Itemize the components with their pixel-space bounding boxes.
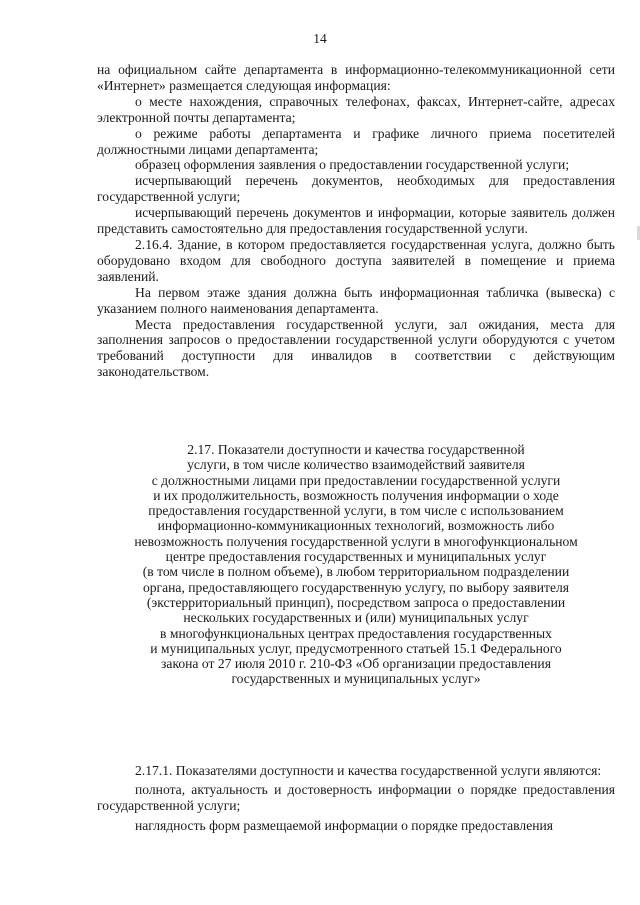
heading-line: информационно-коммуникационных технологий, возможность либо (157, 518, 555, 534)
heading-line: и их продолжительность, возможность получения информации о ходе (153, 487, 559, 503)
paragraph: о режиме работы департамента и графике личного приема посетителей должностными лицами департамента; (97, 125, 615, 157)
heading-line: органа, предоставляющего государственную услугу, по выбору заявителя (142, 579, 570, 595)
heading-line: центре предоставления государственных и муниципальных услуг (165, 549, 547, 565)
heading-line: предоставления государственной услуги, в том числе с использованием (148, 503, 564, 519)
body-text-top (97, 62, 615, 380)
heading-line: нескольких государственных и (или) муниципальных услуг (183, 610, 529, 626)
paragraph: образец оформления заявления о предоставлении государственной услуги; (135, 157, 570, 173)
heading-line: государственных и муниципальных услуг» (231, 671, 481, 687)
paragraph: полнота, актуальность и достоверность информации о порядке предоставления государственной услуги; (97, 782, 615, 814)
heading-line: с должностными лицами при предоставлении государственной услуги (151, 472, 561, 488)
paragraph: Места предоставления государственной услуги, зал ожидания, места для заполнения запросов о предоставлении государственной услуги оборудуются с учетом требований доступности для инвалидов в соответствии с действующим законодательством. (97, 316, 615, 380)
body-text-bottom (97, 763, 615, 837)
paragraph: наглядность форм размещаемой информации о порядке предоставления (135, 817, 554, 833)
paragraph: исчерпывающий перечень документов и информации, которые заявитель должен представить самостоятельно для предоставления государственной услуги. (97, 205, 615, 237)
paragraph: исчерпывающий перечень документов, необходимых для предоставления государственной услуги; (97, 173, 615, 205)
paragraph: 2.17.1. Показателями доступности и качества государственной услуги являются: (135, 763, 602, 778)
section-heading (97, 442, 615, 687)
heading-line: невозможность получения государственной услуги в многофункциональном (134, 533, 578, 549)
heading-line: (в том числе в полном объеме), в любом территориальном подразделении (142, 564, 570, 580)
heading-line: 2.17. Показатели доступности и качества государственной (187, 442, 525, 457)
heading-line: и муниципальных услуг, предусмотренного статьей 15.1 Федерального (150, 640, 562, 656)
paragraph: о месте нахождения, справочных телефонах, факсах, Интернет-сайте, адресах электронной почты департамента; (97, 93, 615, 125)
paragraph: на официальном сайте департамента в информационно-телекоммуникационной сети «Интернет» размещается следующая информация: (97, 62, 615, 93)
heading-line: закона от 27 июля 2010 г. 210-ФЗ «Об организации предоставления (161, 656, 551, 672)
heading-line: услуги, в том числе количество взаимодействий заявителя (187, 457, 525, 473)
heading-line: в многофункциональных центрах предоставления государственных (160, 625, 552, 641)
paragraph: 2.16.4. Здание, в котором предоставляется государственная услуга, должно быть оборудовано входом для свободного доступа заявителей в помещение и приема заявлений. (97, 236, 615, 284)
page-number: 14 (313, 31, 327, 46)
heading-line: (экстерриториальный принцип), посредством запроса о предоставлении (146, 594, 566, 610)
paragraph: На первом этаже здания должна быть информационная табличка (вывеска) с указанием полного наименования департамента. (97, 284, 615, 316)
